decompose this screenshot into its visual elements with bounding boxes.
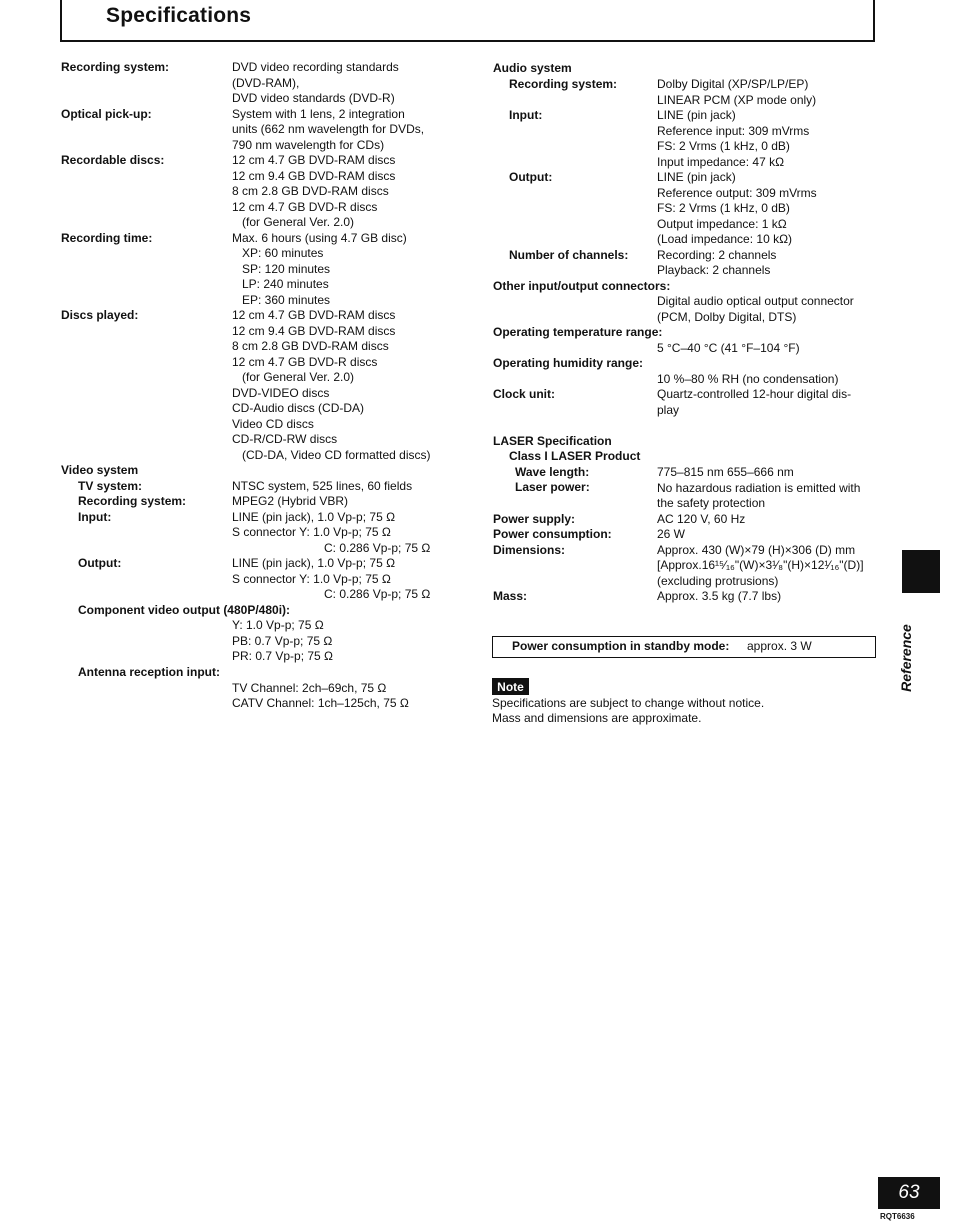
operating-humidity-label: Operating humidity range:: [493, 356, 644, 370]
note-line: Mass and dimensions are approximate.: [492, 711, 702, 725]
audio-input-line: LINE (pin jack): [657, 108, 736, 122]
note-line: Specifications are subject to change without notice.: [492, 696, 765, 710]
video-output-line: LINE (pin jack), 1.0 Vp-p; 75 Ω: [232, 556, 396, 570]
clock-unit-line: play: [657, 403, 680, 417]
page-number: 63: [878, 1177, 940, 1209]
power-consumption-label: Power consumption:: [493, 527, 612, 541]
audio-recording-label: Recording system:: [509, 77, 618, 91]
audio-recording-line: Dolby Digital (XP/SP/LP/EP): [657, 77, 809, 91]
video-recording-system-label: Recording system:: [78, 494, 187, 508]
wave-length-label: Wave length:: [515, 465, 590, 479]
audio-system-heading: Audio system: [493, 61, 572, 75]
other-io-label: Other input/output connectors:: [493, 279, 671, 293]
audio-input-line: Input impedance: 47 kΩ: [657, 155, 785, 169]
tv-system-label: TV system:: [78, 479, 143, 493]
component-video-line: PR: 0.7 Vp-p; 75 Ω: [232, 649, 334, 663]
optical-pickup-line: 790 nm wavelength for CDs): [232, 138, 385, 152]
tv-system-value: NTSC system, 525 lines, 60 fields: [232, 479, 413, 493]
standby-power-value: approx. 3 W: [747, 639, 812, 653]
laser-spec-heading: LASER Specification: [493, 434, 612, 448]
operating-temperature-label: Operating temperature range:: [493, 325, 663, 339]
audio-output-line: Output impedance: 1 kΩ: [657, 217, 787, 231]
antenna-input-label: Antenna reception input:: [78, 665, 220, 679]
page-title: Specifications: [106, 4, 252, 27]
clock-unit-line: Quartz-controlled 12-hour digital dis-: [657, 387, 852, 401]
discs-played-line: DVD-VIDEO discs: [232, 386, 330, 400]
discs-played-line: 12 cm 9.4 GB DVD-RAM discs: [232, 324, 396, 338]
recordable-discs-line: 8 cm 2.8 GB DVD-RAM discs: [232, 184, 389, 198]
optical-pickup-line: System with 1 lens, 2 integration: [232, 107, 405, 121]
recordable-discs-line: (for General Ver. 2.0): [242, 215, 355, 229]
video-system-heading: Video system: [61, 463, 139, 477]
dimensions-line: [Approx.16¹⁵⁄₁₆"(W)×3¹⁄₈"(H)×12¹⁄₁₆"(D)]: [657, 558, 864, 572]
reference-section-tab: [902, 550, 940, 593]
component-video-line: Y: 1.0 Vp-p; 75 Ω: [232, 618, 324, 632]
recording-time-line: LP: 240 minutes: [242, 277, 329, 291]
discs-played-line: 12 cm 4.7 GB DVD-R discs: [232, 355, 378, 369]
channels-line: Playback: 2 channels: [657, 263, 771, 277]
antenna-input-line: TV Channel: 2ch–69ch, 75 Ω: [232, 681, 387, 695]
channels-label: Number of channels:: [509, 248, 629, 262]
video-input-line: C: 0.286 Vp-p; 75 Ω: [324, 541, 431, 555]
audio-output-line: FS: 2 Vrms (1 kHz, 0 dB): [657, 201, 790, 215]
recording-system-line: DVD video recording standards: [232, 60, 399, 74]
recording-system-line: DVD video standards (DVD-R): [232, 91, 395, 105]
clock-unit-label: Clock unit:: [493, 387, 555, 401]
standby-power-label: Power consumption in standby mode:: [512, 639, 730, 653]
laser-power-label: Laser power:: [515, 480, 590, 494]
discs-played-line: (for General Ver. 2.0): [242, 370, 355, 384]
antenna-input-line: CATV Channel: 1ch–125ch, 75 Ω: [232, 696, 409, 710]
power-consumption-value: 26 W: [657, 527, 686, 541]
audio-output-line: (Load impedance: 10 kΩ): [657, 232, 793, 246]
audio-input-line: FS: 2 Vrms (1 kHz, 0 dB): [657, 139, 790, 153]
operating-humidity-value: 10 %–80 % RH (no condensation): [657, 372, 839, 386]
video-recording-system-value: MPEG2 (Hybrid VBR): [232, 494, 349, 508]
recordable-discs-label: Recordable discs:: [61, 153, 165, 167]
wave-length-value: 775–815 nm 655–666 nm: [657, 465, 794, 479]
component-video-line: PB: 0.7 Vp-p; 75 Ω: [232, 634, 333, 648]
dimensions-line: (excluding protrusions): [657, 574, 779, 588]
power-supply-value: AC 120 V, 60 Hz: [657, 512, 746, 526]
discs-played-label: Discs played:: [61, 308, 139, 322]
dimensions-label: Dimensions:: [493, 543, 566, 557]
recordable-discs-line: 12 cm 9.4 GB DVD-RAM discs: [232, 169, 396, 183]
discs-played-line: CD-Audio discs (CD-DA): [232, 401, 365, 415]
document-code: RQT6636: [880, 1212, 915, 1221]
mass-label: Mass:: [493, 589, 528, 603]
recording-time-line: EP: 360 minutes: [242, 293, 331, 307]
audio-input-line: Reference input: 309 mVrms: [657, 124, 810, 138]
recordable-discs-line: 12 cm 4.7 GB DVD-R discs: [232, 200, 378, 214]
channels-line: Recording: 2 channels: [657, 248, 777, 262]
recording-time-line: XP: 60 minutes: [242, 246, 324, 260]
recordable-discs-line: 12 cm 4.7 GB DVD-RAM discs: [232, 153, 396, 167]
laser-power-line: the safety protection: [657, 496, 766, 510]
video-input-line: S connector Y: 1.0 Vp-p; 75 Ω: [232, 525, 391, 539]
discs-played-line: CD-R/CD-RW discs: [232, 432, 338, 446]
note-tag: Note: [492, 678, 529, 695]
recording-system-label: Recording system:: [61, 60, 170, 74]
audio-recording-line: LINEAR PCM (XP mode only): [657, 93, 817, 107]
optical-pickup-label: Optical pick-up:: [61, 107, 152, 121]
mass-value: Approx. 3.5 kg (7.7 lbs): [657, 589, 782, 603]
video-output-label: Output:: [78, 556, 122, 570]
recording-system-line: (DVD-RAM),: [232, 76, 300, 90]
dimensions-line: Approx. 430 (W)×79 (H)×306 (D) mm: [657, 543, 856, 557]
discs-played-line: 12 cm 4.7 GB DVD-RAM discs: [232, 308, 396, 322]
audio-input-label: Input:: [509, 108, 543, 122]
audio-output-label: Output:: [509, 170, 553, 184]
recording-time-line: Max. 6 hours (using 4.7 GB disc): [232, 231, 407, 245]
optical-pickup-line: units (662 nm wavelength for DVDs,: [232, 122, 425, 136]
operating-temperature-value: 5 °C–40 °C (41 °F–104 °F): [657, 341, 800, 355]
other-io-line: Digital audio optical output connector: [657, 294, 854, 308]
audio-output-line: LINE (pin jack): [657, 170, 736, 184]
laser-power-line: No hazardous radiation is emitted with: [657, 481, 861, 495]
video-output-line: S connector Y: 1.0 Vp-p; 75 Ω: [232, 572, 391, 586]
video-input-label: Input:: [78, 510, 112, 524]
discs-played-line: (CD-DA, Video CD formatted discs): [242, 448, 431, 462]
reference-section-label: Reference: [898, 624, 914, 692]
discs-played-line: 8 cm 2.8 GB DVD-RAM discs: [232, 339, 389, 353]
laser-class-heading: Class I LASER Product: [509, 449, 641, 463]
audio-output-line: Reference output: 309 mVrms: [657, 186, 817, 200]
video-output-line: C: 0.286 Vp-p; 75 Ω: [324, 587, 431, 601]
recording-time-line: SP: 120 minutes: [242, 262, 331, 276]
power-supply-label: Power supply:: [493, 512, 576, 526]
recording-time-label: Recording time:: [61, 231, 153, 245]
other-io-line: (PCM, Dolby Digital, DTS): [657, 310, 797, 324]
video-input-line: LINE (pin jack), 1.0 Vp-p; 75 Ω: [232, 510, 396, 524]
component-video-label: Component video output (480P/480i):: [78, 603, 291, 617]
discs-played-line: Video CD discs: [232, 417, 314, 431]
